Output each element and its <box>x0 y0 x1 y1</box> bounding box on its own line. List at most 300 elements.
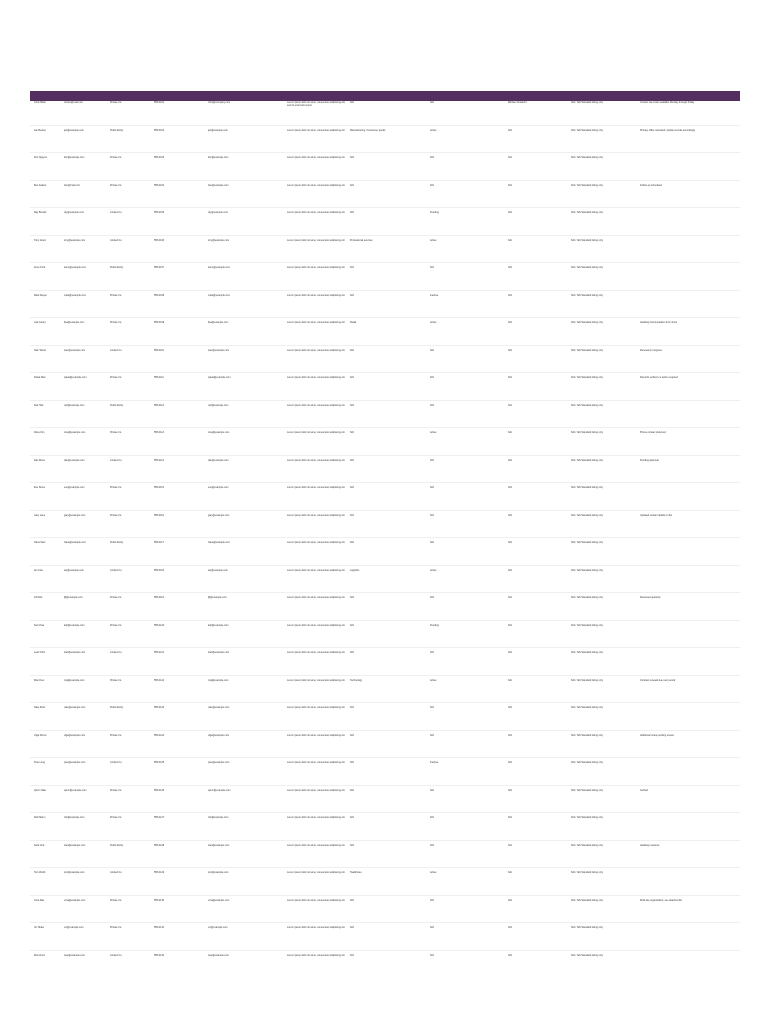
table-cell-category: N/A <box>350 623 354 627</box>
table-cell-notes: N/A / N/A Standard listing only <box>571 183 603 187</box>
table-cell-email: chrism@mail.com <box>64 101 84 104</box>
table-cell-description: Lorem ipsum dolor sit amet, consectetur adipiscing elit <box>287 156 345 159</box>
table-cell-category: N/A <box>350 733 354 737</box>
table-cell-website: tom@example.com <box>208 871 229 874</box>
table-cell-name: Neil Hart <box>34 403 44 407</box>
table-cell-description: Lorem ipsum dolor sit amet, consectetur adipiscing elit <box>287 596 345 599</box>
table-cell-contact: N/A <box>508 843 512 847</box>
table-cell-category: N/A <box>350 651 354 654</box>
table-cell-phone: 555-0127 <box>154 816 165 819</box>
table-cell-category: Healthcare <box>350 871 362 874</box>
table-cell-website: jan@example.com <box>208 128 228 132</box>
table-cell-phone: 555-0108 <box>154 293 165 297</box>
table-cell-name: Ray Brooks <box>34 211 47 214</box>
table-cell-comments: Contact via email; available Monday through Friday <box>640 101 695 104</box>
table-cell-website: olga@example.com <box>208 733 230 737</box>
table-cell-comments: Renewal in progress <box>640 348 662 352</box>
table-cell-type: Limited Co. <box>110 871 123 874</box>
table-cell-status: Pending <box>430 211 439 214</box>
table-cell-status: Active <box>430 678 437 682</box>
table-cell-type: Limited Co. <box>110 651 123 654</box>
table-cell-website: anne@example.com <box>208 266 230 269</box>
table-cell-category: N/A <box>350 403 354 407</box>
table-cell-category: N/A <box>350 843 354 847</box>
table-cell-phone: 555-0124 <box>154 733 165 737</box>
row-divider <box>30 895 740 896</box>
table-cell-type: Limited Co. <box>110 238 123 242</box>
table-cell-type: Private Co. <box>110 431 122 434</box>
table-cell-status: N/A <box>430 101 434 104</box>
table-cell-email: leah@example.com <box>64 651 86 654</box>
table-cell-email: nate@example.com <box>64 706 86 709</box>
row-divider <box>30 345 740 346</box>
table-cell-category: Logistics <box>350 568 360 572</box>
table-cell-contact: N/A <box>508 953 512 957</box>
table-cell-notes: N/A / N/A Standard listing only <box>571 953 603 957</box>
table-cell-name: Gary Lane <box>34 513 46 517</box>
table-cell-email: anne@example.com <box>64 266 86 269</box>
row-divider <box>30 482 740 483</box>
table-cell-type: Private Co. <box>110 376 122 379</box>
table-cell-phone: 555-0130 <box>154 898 165 902</box>
table-cell-phone: 555-0113 <box>154 431 164 434</box>
table-cell-description: Lorem ipsum dolor sit amet, consectetur adipiscing elit <box>287 486 345 489</box>
table-cell-type: Limited Co. <box>110 348 123 352</box>
table-cell-category: N/A <box>350 513 354 517</box>
table-cell-phone: 555-0132 <box>154 953 165 957</box>
table-cell-comments: Awaiting response <box>640 843 660 847</box>
table-cell-name: Sam Wood <box>34 348 46 352</box>
table-cell-website: neil@example.com <box>208 403 229 407</box>
table-cell-name: Quinn Hale <box>34 788 46 792</box>
table-cell-description: Lorem ipsum dolor sit amet, consectetur adipiscing elit <box>287 898 345 902</box>
table-cell-contact: N/A <box>508 871 512 874</box>
table-cell-contact: N/A <box>508 541 512 544</box>
table-cell-type: Public Entity <box>110 843 124 847</box>
table-cell-description: Lorem ipsum dolor sit amet, consectetur adipiscing elit <box>287 211 345 214</box>
table-cell-notes: N/A / N/A Standard listing only <box>571 128 603 132</box>
table-cell-description: Lorem ipsum dolor sit amet, consectetur adipiscing elit <box>287 871 345 874</box>
table-cell-contact: N/A <box>508 128 512 132</box>
row-divider <box>30 702 740 703</box>
table-cell-contact: N/A <box>508 458 512 462</box>
row-divider <box>30 290 740 291</box>
row-divider <box>30 537 740 538</box>
table-cell-name: Eve Stone <box>34 486 46 489</box>
table-cell-category: N/A <box>350 293 354 297</box>
table-cell-notes: N/A / N/A Standard listing only <box>571 238 603 242</box>
table-cell-category: N/A <box>350 541 354 544</box>
table-cell-phone: 555-0126 <box>154 788 165 792</box>
table-cell-category: N/A <box>350 183 354 187</box>
table-cell-email: tony@example.com <box>64 238 86 242</box>
table-cell-contact: N/A <box>508 678 512 682</box>
table-cell-phone: 555-0103 <box>154 156 165 159</box>
table-cell-type: Private Co. <box>110 156 122 159</box>
table-cell-website: chris@company.com <box>208 101 231 104</box>
row-divider <box>30 950 740 951</box>
table-cell-phone: 555-0123 <box>154 706 165 709</box>
table-cell-category: Manufacturing / Consumer goods <box>350 128 386 132</box>
row-divider <box>30 565 740 566</box>
row-divider <box>30 730 740 731</box>
table-cell-type: Private Co. <box>110 596 122 599</box>
table-cell-website: ben@example.com <box>208 183 229 187</box>
table-cell-status: N/A <box>430 596 434 599</box>
table-cell-category: N/A <box>350 266 354 269</box>
table-cell-description: Lorem ipsum dolor sit amet, consectetur adipiscing elit; sed do eiusmod tempor <box>287 101 346 107</box>
table-cell-name: Anne Ford <box>34 266 46 269</box>
table-cell-notes: N/A / N/A Standard listing only <box>571 843 603 847</box>
table-cell-category: Professional services <box>350 238 373 242</box>
table-cell-status: N/A <box>430 486 434 489</box>
table-cell-phone: 555-0101 <box>154 101 165 104</box>
table-cell-phone: 555-0131 <box>154 926 165 929</box>
table-cell-status: Active <box>430 568 437 572</box>
table-cell-phone: 555-0110 <box>154 348 164 352</box>
table-cell-email: ray@example.com <box>64 211 84 214</box>
table-cell-phone: 555-0125 <box>154 761 165 764</box>
table-cell-notes: N/A / N/A Standard listing only <box>571 623 603 627</box>
table-cell-contact: N/A <box>508 706 512 709</box>
row-divider <box>30 647 740 648</box>
row-divider <box>30 235 740 236</box>
table-cell-contact: N/A <box>508 348 512 352</box>
row-divider <box>30 812 740 813</box>
table-cell-notes: N/A / N/A Standard listing only <box>571 513 603 517</box>
table-cell-description: Lorem ipsum dolor sit amet, consectetur adipiscing elit <box>287 953 345 957</box>
table-cell-description: Lorem ipsum dolor sit amet, consectetur adipiscing elit <box>287 706 345 709</box>
table-cell-status: Active <box>430 871 437 874</box>
table-cell-notes: N/A / N/A Standard listing only <box>571 871 603 874</box>
table-cell-status: N/A <box>430 733 434 737</box>
table-cell-category: N/A <box>350 898 354 902</box>
table-cell-comments: Multi-site organization; see attached list <box>640 898 682 902</box>
table-cell-status: Active <box>430 128 437 132</box>
table-cell-notes: N/A / N/A Standard listing only <box>571 156 603 159</box>
table-cell-notes: N/A / N/A Standard listing only <box>571 458 603 462</box>
table-cell-type: Limited Co. <box>110 211 123 214</box>
table-cell-website: wes@example.com <box>208 953 229 957</box>
table-cell-website: sara@example.com <box>208 843 230 847</box>
table-cell-category: N/A <box>350 458 354 462</box>
table-cell-name: Lisa Carter <box>34 321 46 324</box>
table-cell-category: N/A <box>350 348 354 352</box>
table-cell-description: Lorem ipsum dolor sit amet, consectetur adipiscing elit <box>287 238 345 242</box>
table-cell-contact: N/A <box>508 211 512 214</box>
table-cell-status: Active <box>430 238 437 242</box>
table-cell-comments: Contract renewal due next period <box>640 678 676 682</box>
table-cell-website: ray@example.com <box>208 211 228 214</box>
row-divider <box>30 372 740 373</box>
table-cell-phone: 555-0121 <box>154 651 165 654</box>
table-cell-status: N/A <box>430 898 434 902</box>
table-cell-category: N/A <box>350 788 354 792</box>
table-cell-status: Inactive <box>430 761 439 764</box>
table-cell-website: pete@example.com <box>208 761 230 764</box>
table-cell-type: Private Co. <box>110 486 122 489</box>
table-cell-email: jan@example.com <box>64 128 84 132</box>
table-cell-contact: N/A <box>508 623 512 627</box>
table-cell-email: karl@example.com <box>64 623 85 627</box>
table-cell-type: Public Entity <box>110 706 124 709</box>
table-cell-email: eve@example.com <box>64 486 85 489</box>
table-cell-notes: N/A / N/A Standard listing only <box>571 376 603 379</box>
table-cell-email: vic@example.com <box>64 926 84 929</box>
row-divider <box>30 125 740 126</box>
table-cell-phone: 555-0112 <box>154 403 164 407</box>
table-cell-email: olga@example.com <box>64 733 86 737</box>
row-divider <box>30 262 740 263</box>
table-cell-notes: N/A / N/A Standard listing only <box>571 733 603 737</box>
table-cell-name: Kim Nguyen <box>34 156 48 159</box>
row-divider <box>30 620 740 621</box>
table-cell-comments: Additional notes pending review <box>640 733 674 737</box>
table-cell-email: neil@example.com <box>64 403 85 407</box>
row-divider <box>30 180 740 181</box>
table-cell-email: wes@example.com <box>64 953 85 957</box>
table-cell-category: Technology <box>350 678 363 682</box>
table-cell-email: kim@example.com <box>64 156 85 159</box>
table-cell-description: Lorem ipsum dolor sit amet, consectetur adipiscing elit <box>287 458 345 462</box>
table-cell-phone: 555-0111 <box>154 376 164 379</box>
table-cell-comments: Updated contact details on file <box>640 513 673 517</box>
table-cell-contact: N/A <box>508 238 512 242</box>
table-cell-description: Lorem ipsum dolor sit amet, consectetur adipiscing elit <box>287 376 345 379</box>
table-cell-description: Lorem ipsum dolor sit amet, consectetur adipiscing elit <box>287 431 345 434</box>
table-cell-website: karl@example.com <box>208 623 229 627</box>
table-cell-email: sam@example.com <box>64 348 86 352</box>
table-cell-notes: N/A / N/A Standard listing only <box>571 706 603 709</box>
table-cell-description: Lorem ipsum dolor sit amet, consectetur adipiscing elit <box>287 403 345 407</box>
table-cell-email: gary@example.com <box>64 513 86 517</box>
table-cell-website: rick@example.com <box>208 816 229 819</box>
table-cell-type: Limited Co. <box>110 953 123 957</box>
table-cell-comments: Reviewed quarterly <box>640 596 661 599</box>
table-cell-description: Lorem ipsum dolor sit amet, consectetur adipiscing elit <box>287 623 345 627</box>
table-cell-notes: N/A / N/A Standard listing only <box>571 403 603 407</box>
table-cell-status: N/A <box>430 403 434 407</box>
table-cell-notes: N/A / N/A Standard listing only <box>571 926 603 929</box>
row-divider <box>30 427 740 428</box>
table-cell-email: mark@example.com <box>64 293 86 297</box>
table-cell-email: rosa@example.com <box>64 431 86 434</box>
table-cell-contact: N/A <box>508 403 512 407</box>
table-cell-website: gary@example.com <box>208 513 230 517</box>
table-cell-type: Private Co. <box>110 513 122 517</box>
table-cell-type: Private Co. <box>110 293 122 297</box>
table-cell-category: N/A <box>350 376 354 379</box>
table-cell-comments: Phone contact preferred <box>640 431 666 434</box>
row-divider <box>30 840 740 841</box>
table-cell-type: Private Co. <box>110 101 122 104</box>
table-cell-notes: N/A / N/A Standard listing only <box>571 211 603 214</box>
table-cell-type: Public Entity <box>110 266 124 269</box>
table-cell-phone: 555-0104 <box>154 183 165 187</box>
table-cell-comments: Awaiting documentation from client <box>640 321 678 324</box>
table-cell-email: jill@example.com <box>64 596 83 599</box>
table-cell-status: N/A <box>430 348 434 352</box>
table-cell-website: nate@example.com <box>208 706 230 709</box>
table-cell-contact: N/A <box>508 321 512 324</box>
table-cell-description: Lorem ipsum dolor sit amet, consectetur adipiscing elit <box>287 541 345 544</box>
table-cell-status: N/A <box>430 541 434 544</box>
table-cell-name: Leah Ortiz <box>34 651 46 654</box>
table-cell-website: tony@example.com <box>208 238 230 242</box>
table-cell-contact: N/A <box>508 183 512 187</box>
table-cell-name: Ben Adams <box>34 183 47 187</box>
table-cell-category: N/A <box>350 101 354 104</box>
table-cell-contact: N/A <box>508 431 512 434</box>
table-cell-email: rick@example.com <box>64 816 85 819</box>
table-cell-email: quinn@example.com <box>64 788 87 792</box>
table-cell-notes: N/A / N/A Standard listing only <box>571 651 603 654</box>
table-cell-type: Limited Co. <box>110 568 123 572</box>
table-cell-status: Pending <box>430 623 439 627</box>
table-cell-notes: N/A / N/A Standard listing only <box>571 678 603 682</box>
row-divider <box>30 400 740 401</box>
table-cell-contact: N/A <box>508 266 512 269</box>
table-cell-status: N/A <box>430 788 434 792</box>
table-cell-name: Paula Diaz <box>34 376 46 379</box>
table-cell-status: N/A <box>430 376 434 379</box>
table-cell-contact: N/A <box>508 568 512 572</box>
table-cell-notes: N/A / N/A Standard listing only <box>571 541 603 544</box>
table-cell-status: Inactive <box>430 293 439 297</box>
table-cell-notes: N/A / N/A Standard listing only <box>571 486 603 489</box>
table-cell-email: ian@example.com <box>64 568 84 572</box>
table-cell-website: mia@example.com <box>208 678 229 682</box>
row-divider <box>30 867 740 868</box>
table-cell-contact: N/A <box>508 486 512 489</box>
table-cell-status: N/A <box>430 183 434 187</box>
table-cell-website: leah@example.com <box>208 651 230 654</box>
table-cell-contact: N/A <box>508 788 512 792</box>
table-cell-website: jill@example.com <box>208 596 227 599</box>
table-cell-contact: Michael Crawford <box>508 101 527 104</box>
table-cell-website: vic@example.com <box>208 926 228 929</box>
table-cell-notes: N/A / N/A Standard listing only <box>571 568 603 572</box>
table-cell-phone: 555-0119 <box>154 596 164 599</box>
table-cell-name: Dan Moss <box>34 458 45 462</box>
table-cell-contact: N/A <box>508 898 512 902</box>
table-cell-website: rosa@example.com <box>208 431 230 434</box>
table-cell-name: Karl Voss <box>34 623 45 627</box>
table-cell-comments: Pending approval <box>640 458 659 462</box>
table-cell-phone: 555-0122 <box>154 678 165 682</box>
table-cell-description: Lorem ipsum dolor sit amet, consectetur adipiscing elit <box>287 788 345 792</box>
table-cell-notes: N/A / N/A Standard listing only <box>571 788 603 792</box>
table-cell-phone: 555-0107 <box>154 266 165 269</box>
table-cell-website: paula@example.com <box>208 376 231 379</box>
table-cell-category: Retail <box>350 321 357 324</box>
table-cell-notes: N/A / N/A Standard listing only <box>571 293 603 297</box>
table-cell-type: Private Co. <box>110 623 122 627</box>
table-cell-type: Private Co. <box>110 678 122 682</box>
table-cell-comments: Follow-up scheduled <box>640 183 662 187</box>
table-cell-category: N/A <box>350 761 354 764</box>
table-cell-contact: N/A <box>508 733 512 737</box>
table-cell-phone: 555-0114 <box>154 458 164 462</box>
table-cell-phone: 555-0120 <box>154 623 165 627</box>
table-cell-name: Wes Dunn <box>34 953 46 957</box>
table-cell-website: hana@example.com <box>208 541 230 544</box>
row-divider <box>30 922 740 923</box>
table-cell-website: mark@example.com <box>208 293 230 297</box>
row-divider <box>30 675 740 676</box>
table-cell-contact: N/A <box>508 596 512 599</box>
table-cell-name: Rosa Kim <box>34 431 45 434</box>
table-cell-status: N/A <box>430 706 434 709</box>
table-cell-contact: N/A <box>508 761 512 764</box>
table-cell-status: N/A <box>430 926 434 929</box>
table-cell-type: Limited Co. <box>110 761 123 764</box>
table-cell-name: Tony Grant <box>34 238 46 242</box>
table-cell-name: Mia Chen <box>34 678 45 682</box>
table-cell-status: Active <box>430 321 437 324</box>
table-cell-category: N/A <box>350 486 354 489</box>
table-cell-name: Chris Miller <box>34 101 46 104</box>
table-cell-type: Private Co. <box>110 183 122 187</box>
table-cell-type: Public Entity <box>110 403 124 407</box>
table-cell-description: Lorem ipsum dolor sit amet, consectetur adipiscing elit <box>287 568 345 572</box>
table-header-band <box>30 91 740 101</box>
row-divider <box>30 317 740 318</box>
table-cell-phone: 555-0115 <box>154 486 164 489</box>
table-cell-name: Vic Shaw <box>34 926 44 929</box>
table-cell-type: Public Entity <box>110 128 124 132</box>
table-cell-description: Lorem ipsum dolor sit amet, consectetur adipiscing elit <box>287 513 345 517</box>
table-cell-email: sara@example.com <box>64 843 86 847</box>
table-cell-phone: 555-0102 <box>154 128 165 132</box>
table-cell-phone: 555-0118 <box>154 568 164 572</box>
table-cell-notes: N/A / N/A Standard listing only <box>571 596 603 599</box>
table-cell-contact: N/A <box>508 156 512 159</box>
table-cell-phone: 555-0129 <box>154 871 165 874</box>
table-cell-email: paula@example.com <box>64 376 87 379</box>
table-cell-website: dan@example.com <box>208 458 229 462</box>
table-cell-notes: N/A / N/A Standard listing only <box>571 348 603 352</box>
table-cell-description: Lorem ipsum dolor sit amet, consectetur adipiscing elit <box>287 348 345 352</box>
table-cell-contact: N/A <box>508 816 512 819</box>
table-cell-website: quinn@example.com <box>208 788 231 792</box>
table-cell-contact: N/A <box>508 926 512 929</box>
table-cell-type: Public Entity <box>110 541 124 544</box>
table-cell-website: eve@example.com <box>208 486 229 489</box>
table-cell-status: N/A <box>430 651 434 654</box>
table-cell-website: uma@example.com <box>208 898 230 902</box>
table-cell-category: N/A <box>350 596 354 599</box>
table-cell-name: Uma Rao <box>34 898 45 902</box>
table-cell-status: N/A <box>430 266 434 269</box>
table-cell-comments: Verified <box>640 788 648 792</box>
table-cell-category: N/A <box>350 926 354 929</box>
table-cell-description: Lorem ipsum dolor sit amet, consectetur adipiscing elit <box>287 816 345 819</box>
table-cell-email: mia@example.com <box>64 678 85 682</box>
table-cell-name: Sara Lind <box>34 843 45 847</box>
table-cell-email: pete@example.com <box>64 761 86 764</box>
table-cell-phone: 555-0116 <box>154 513 164 517</box>
table-cell-contact: N/A <box>508 376 512 379</box>
table-cell-category: N/A <box>350 211 354 214</box>
table-cell-contact: N/A <box>508 651 512 654</box>
table-cell-comments: Primary office relocated; update records accordingly <box>640 128 696 132</box>
table-cell-name: Ian Cole <box>34 568 43 572</box>
table-cell-email: lisa@example.com <box>64 321 85 324</box>
table-cell-email: hana@example.com <box>64 541 86 544</box>
table-cell-status: Active <box>430 431 437 434</box>
table-cell-phone: 555-0117 <box>154 541 164 544</box>
